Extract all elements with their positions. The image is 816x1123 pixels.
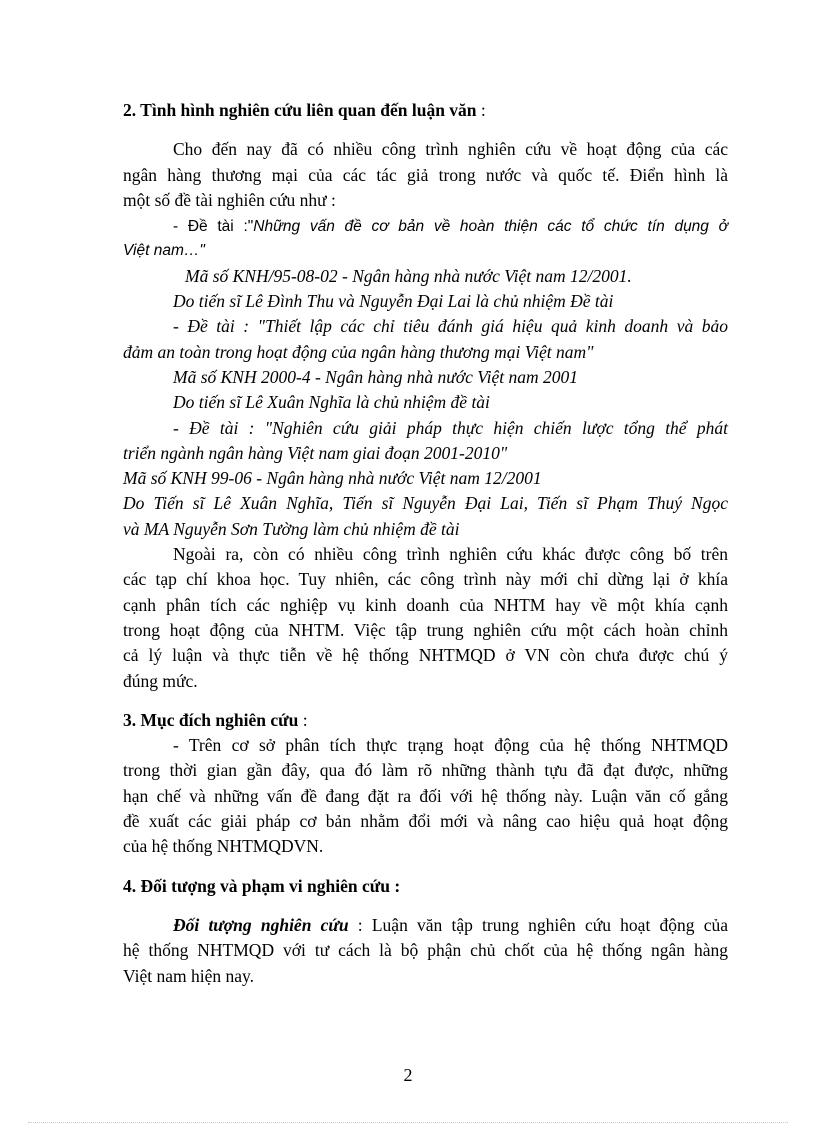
research-object-label: Đối tượng nghiên cứu xyxy=(173,914,349,935)
section-2-heading: 2. Tình hình nghiên cứu liên quan đến luận văn : xyxy=(123,100,486,120)
paragraph-intro: Cho đến nay đã có nhiều công trình nghiên cứu về hoạt động của các ngân hàng thương mại của các tác giả trong nước và quốc tế. Điển hình là một số đề tài nghiên cứu như : xyxy=(123,139,728,210)
topic-2: - Đề tài : "Thiết lập các chỉ tiêu đánh giá hiệu quả kinh doanh và bảo đảm an toàn trong hoạt động của ngân hàng thương mại Việt nam" Mã số KNH 2000-4 - Ngân hàng nhà nước Việt nam 2001 Do tiến sĩ Lê Xuân Nghĩa là chủ nhiệm đề tài xyxy=(123,316,728,413)
page-number: 2 xyxy=(403,1065,413,1085)
page-body xyxy=(123,98,728,989)
topic-1: - Đề tài :"Những vấn đề cơ bản về hoàn thiện các tổ chức tín dụng ở Việt nam…" Mã số KNH/95-08-02 - Ngân hàng nhà nước Việt nam 12/2001. Do tiến sĩ Lê Đình Thu và Nguyễn Đại Lai là chủ nhiệm Đề tài xyxy=(123,218,728,312)
paragraph-other-works: Ngoài ra, còn có nhiều công trình nghiên cứu khác được công bố trên các tạp chí khoa học. Tuy nhiên, các công trình này mới chỉ dừng lại ở khía cạnh phân tích các nghiệp vụ kinh doanh của NHTM hay về một khía cạnh trong hoạt động của NHTM. Việc tập trung nghiên cứu một cách hoàn chỉnh cả lý luận và thực tiễn về hệ thống NHTMQD ở VN còn chưa được chú ý đúng mức. xyxy=(123,544,728,691)
topic-3: - Đề tài : "Nghiên cứu giải pháp thực hiện chiến lược tổng thể phát triển ngành ngân hàng Việt nam giai đoạn 2001-2010" Mã số KNH 99-06 - Ngân hàng nhà nước Việt nam 12/2001 Do Tiến sĩ Lê Xuân Nghĩa, Tiến sĩ Nguyễn Đại Lai, Tiến sĩ Phạm Thuý Ngọc và MA Nguyễn Sơn Tường làm chủ nhiệm đề tài xyxy=(123,417,728,539)
paragraph-purpose: - Trên cơ sở phân tích thực trạng hoạt động của hệ thống NHTMQD trong thời gian gần đây, qua đó làm rõ những thành tựu đã đạt được, những hạn chế và những vấn đề đang đặt ra đối với hệ thống này. Luận văn cố gắng đề xuất các giải pháp cơ bản nhằm đổi mới và nâng cao hiệu quả hoạt động của hệ thống NHTMQDVN. xyxy=(123,735,728,857)
section-4-heading: 4. Đối tượng và phạm vi nghiên cứu : xyxy=(123,875,401,896)
section-3-heading: 3. Mục đích nghiên cứu : xyxy=(123,709,308,730)
paragraph-research-object: Đối tượng nghiên cứu : Luận văn tập trung nghiên cứu hoạt động của hệ thống NHTMQD với tư cách là bộ phận chủ chốt của hệ thống ngân hàng Việt nam hiện nay. xyxy=(123,914,728,986)
